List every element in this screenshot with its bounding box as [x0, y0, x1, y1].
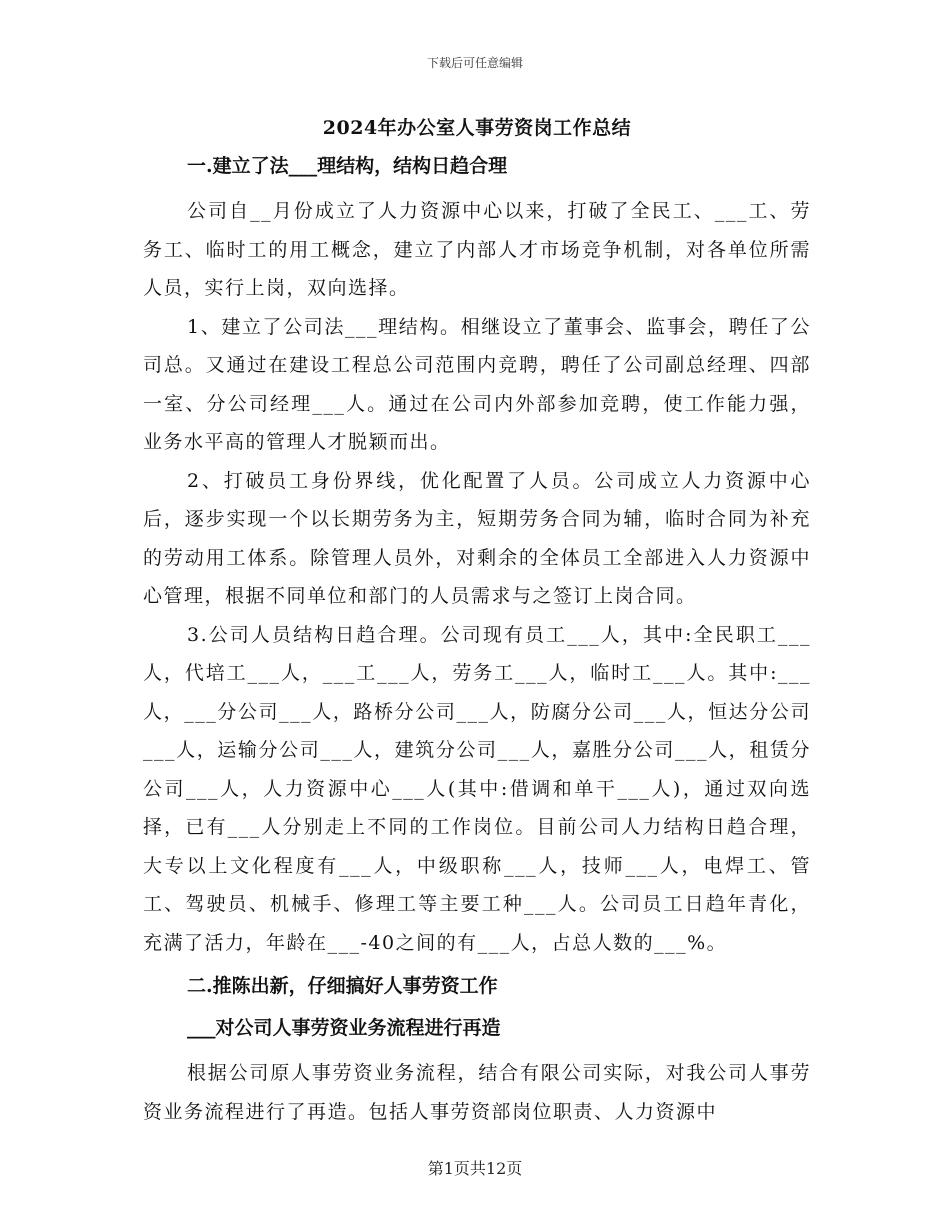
paragraph-4: 3.公司人员结构日趋合理。公司现有员工___人，其中:全民职工___人，代培工___人，___工___人，劳务工___人，临时工___人。其中:___人，___分公司___人，路桥分公司___人，防腐分公司___人，恒达分公司___人，运输分公司___人，建筑分公司___人，嘉胜分公司___人，租赁分公司___人，人力资源中心___人(其中:借调和单干___人)，通过双向选择，已有___人分别走上不同的工作岗位。目前公司人力结构日趋合理，大专以上文化程度有___人，中级职称___人，技师___人，电焊工、管工、驾驶员、机械手、修理工等主要工种___人。公司员工日趋年青化，充满了活力，年龄在___-40之间的有___人，占总人数的___%。: [143, 623, 811, 954]
section-2-subheading: ___对公司人事劳资业务流程进行再造: [187, 1017, 501, 1039]
paragraph-5: 根据公司原人事劳资业务流程，结合有限公司实际，对我公司人事劳资业务流程进行了再造。包括人事劳资部岗位职责、人力资源中: [143, 1062, 811, 1123]
paragraph-2: 1、建立了公司法___理结构。相继设立了董事会、监事会，聘任了公司总。又通过在建设工程总公司范围内竞聘，聘任了公司副总经理、四部一室、分公司经理___人。通过在公司内外部参加竞聘，使工作能力强，业务水平高的管理人才脱颖而出。: [143, 315, 811, 453]
paragraph-1: 公司自__月份成立了人力资源中心以来，打破了全民工、___工、劳务工、临时工的用工概念，建立了内部人才市场竞争机制，对各单位所需人员，实行上岗，双向选择。: [143, 200, 811, 299]
paragraph-3: 2、打破员工身份界线，优化配置了人员。公司成立人力资源中心后，逐步实现一个以长期劳务为主，短期劳务合同为辅，临时合同为补充的劳动用工体系。除管理人员外，对剩余的全体员工全部进入人力资源中心管理，根据不同单位和部门的人员需求与之签订上岗合同。: [143, 469, 811, 607]
section-1-heading: 一.建立了法___理结构，结构日趋合理: [187, 155, 508, 177]
page-footer-number: 第1页共12页: [427, 1159, 523, 1178]
document-title: 2024年办公室人事劳资岗工作总结: [322, 117, 632, 139]
section-2-heading: 二.推陈出新，仔细搞好人事劳资工作: [187, 975, 498, 997]
document-body: [143, 112, 811, 1131]
page-header-note: 下载后可任意编辑: [426, 56, 523, 70]
